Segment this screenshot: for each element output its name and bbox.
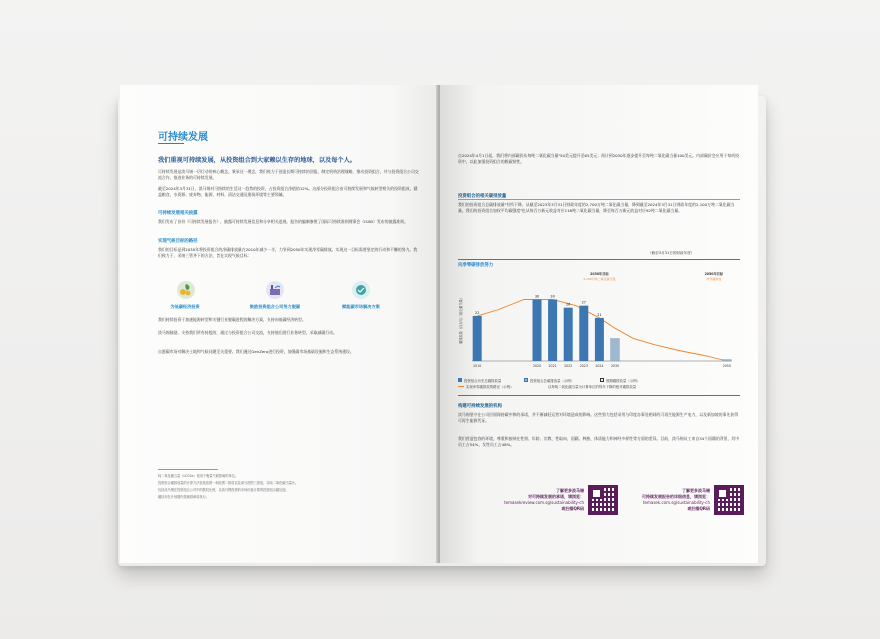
learn-more-2-sub: 可持续发展报告的详细信息，请浏览：: [642, 494, 710, 499]
chart-bottom-rule: [458, 395, 740, 396]
annotation-2030-value: 1,100万吨二氧化碳当量: [583, 277, 616, 281]
chart-note: （截至3月31日的财政年度）: [648, 251, 695, 255]
carbon-price-paragraph: 自2024年4月1日起，我们将内部碳价从每吨二氧化碳当量¹50美元提升至65美元；预计到2030年逐步提升至每吨二氧化碳当量100美元。内部碳价会应用于每项投资中，以此加强投资组合的脱碳韧性。: [458, 153, 739, 164]
tick-label-2030: 2030: [610, 364, 620, 368]
tick-label-2050: 2050: [722, 364, 731, 368]
encourage-paragraph: 淡马锡鼓励、支持我们所有持股的，通过与投资组合公司交流，支持他们进行业务转型，采取减碳行动。: [158, 330, 337, 335]
section-emissions-rule: [458, 199, 740, 200]
annotation-2050-target: 2050年目标: [704, 272, 724, 276]
legend-item-3: 预期碳排放量（示例）: [606, 379, 640, 383]
y-axis-label: 碳排放量（百万吨二氧化碳当量）: [459, 296, 463, 344]
legend-swatch-4: [458, 386, 464, 387]
legend-item-2: 投资组合总碳排放量（示例）: [530, 379, 575, 383]
learn-more-1-url[interactable]: temasekreview.com.sg/sustainability-ch: [504, 500, 584, 505]
tick-label-2022: 2022: [564, 364, 573, 368]
learn-more-2-title: 了解更多淡马锡: [682, 488, 710, 493]
legend-item-5: 以每吨二氧化碳当量为计算单位的每年下降的绝对碳排放量: [548, 385, 637, 389]
section-institution-heading: 构建可持续发展的机构: [458, 404, 502, 409]
investment-paragraph: 截至2024年3月31日，淡马锡对可持续的生活这一趋势的投资，占投资组合净值的12%。这部分投资组合由可持续发展和气候转型相关的投资组成，涵盖粮食、水资源、废弃物、能源、材料、清洁交通及建筑环境等主要领域。: [158, 186, 418, 197]
bar-2050: [722, 360, 731, 362]
bar-2023: [579, 306, 588, 361]
data-label-2022: 26: [566, 302, 571, 307]
learn-more-1-sub: 对可持续发展的承诺，请浏览：: [528, 494, 584, 499]
intro-paragraph: 可持续发展是淡马锡一切行动的核心概念。秉承这一理念，我们致力于创造长期可持续的回报，制定机构治理战略，推动投资组合，并与投资组合公司交流合作，推进业务的可持续发展。: [158, 169, 419, 180]
footnote-1: 吨二氧化碳当量（tCO2e）是用于衡量气候影响的单位。: [158, 474, 239, 478]
icon-label-2: 鼓励投资组合公司努力脱碳: [249, 304, 301, 309]
right-page: [440, 85, 758, 563]
learn-more-2-url[interactable]: temasek.com.sg/sustainability-ch: [642, 500, 710, 505]
tick-label-2010: 2010: [473, 364, 482, 368]
chart-top-rule: [458, 259, 740, 260]
section-disclosure-heading: 可持续发展相关披露: [158, 211, 198, 216]
disclosure-paragraph: 我们发布了首份《可持续发展报告》，披露可持续发展信息和分享相关进展。报告的编制参照了国际可持续准则理事会（ISSB）发布的披露准则。: [158, 219, 408, 224]
diversity-paragraph: 我们营造包容的环境，尊重和接纳在性别、年龄、宗教、性取向、国籍、种族、体质能力和神经多样性等方面的差异。目前，淡马锡员工来自34个国籍的背景，其中员工占54%，女性员工占48%。: [458, 436, 740, 447]
climate-paragraph: 我们的目标是到2030年将投资组合的净碳排放量在2010年减少一半，力争到2050年实现净零碳排放。实现这一目标需要坚定的行动和不懈的努力。我们致力于，采纳三管齐下的方法，旨在实现气候目标：: [158, 247, 418, 258]
chart-title: 向净零碳排放努力: [458, 263, 494, 268]
tick-label-2020: 2020: [532, 364, 542, 368]
data-label-2020: 30: [534, 294, 540, 299]
left-page: [120, 85, 438, 563]
legend-swatch-1: [458, 378, 462, 382]
lead-text: 我们重视可持续发展，从投资组合到大家赖以生存的地球，以及每个人。: [158, 157, 356, 164]
bar-2020: [533, 300, 542, 362]
legend-swatch-3: [600, 378, 604, 382]
legend-swatch-2: [524, 378, 528, 382]
learn-more-1-scan: 或扫描QR码: [561, 506, 584, 511]
data-label-2010: 22: [475, 310, 480, 315]
bar-2021: [548, 300, 557, 362]
tick-label-2021: 2021: [548, 364, 557, 368]
carbon-market-paragraph: 自愿碳市场对解决土地和气候问题至关重要。我们通过GenZero进行投资，加强碳市场基础设施和生态系统建设。: [158, 349, 354, 354]
market-solution-icon: [352, 281, 370, 299]
page-title: 可持续发展: [158, 132, 208, 143]
learn-more-1-title: 了解更多淡马锡: [556, 488, 584, 493]
section-climate-heading: 实现气候目标的路径: [158, 239, 198, 244]
bar-2024: [595, 318, 604, 361]
footnote-rule: [158, 469, 218, 470]
footnote-4: 碳信用在计划期内按减排承诺执行。: [158, 495, 209, 499]
invest-paragraph: 我们持续投资于加速能源转型和关键行业脱碳进程的解决方案，支持向低碳经济转型。: [158, 317, 306, 322]
tick-label-2024: 2024: [595, 364, 604, 368]
factory-chart-icon: [266, 281, 284, 299]
data-label-2024: 21: [597, 312, 602, 317]
institution-paragraph: 淡马锡坚守在公司层面保持碳中和的承诺，并不断减轻运营对环境造成的影响。这些努力包括采用与印度办事处相同的可再生能源生产电力，以及新加坡的事先获得可再生能源凭证。: [458, 412, 739, 423]
title-rule: [158, 143, 184, 144]
footnote-2: 投资组合碳排放量的计算方法包括范围一和范围二排放以及部分范围三排放，以吨二氧化碳当量计。: [158, 481, 299, 485]
icon-label-1: 为低碳经济投资: [170, 304, 200, 309]
bar-2010: [473, 316, 482, 361]
icon-label-3: 赋能碳市场解决方案: [342, 304, 380, 309]
qr-code-2[interactable]: [714, 485, 744, 515]
bar-2030: [611, 338, 620, 361]
section-emissions-heading: 投资组合的相关碳排放量: [458, 194, 507, 199]
emissions-chart: [458, 271, 740, 375]
legend-item-4: 实现净零碳排放的路径（示例）: [466, 385, 514, 389]
learn-more-2-scan: 或扫描QR码: [687, 506, 710, 511]
emissions-paragraph: 我们的投资组合总碳排放量²有所下降，从截至2023年3月31日财政年度的2,700万吨二氧化碳当量，降到截至2024年3月31日财政年度的2,100万吨二氧化碳当量。我们的投资组合加权平均碳强度³也从每百万新元收益对应116吨二氧化碳当量，降至每百万新元收益对应92吨二氧化碳当量。: [458, 202, 735, 213]
data-label-2021: 30: [550, 294, 555, 299]
legend-item-1: 投资组合历史总碳排放量: [464, 379, 502, 383]
footnote-3: 包括淡马锡在投资组合公司中的股权比例，以淡马锡投资的市场价值计算的投资组合碳足迹。: [158, 488, 289, 492]
tick-label-2023: 2023: [579, 364, 588, 368]
leaf-coins-icon: [177, 281, 195, 299]
annotation-2050-value: 净零碳排放: [706, 277, 722, 281]
bar-2022: [564, 308, 573, 361]
data-label-2023: 27: [581, 300, 586, 305]
annotation-2030-target: 2030年目标: [590, 272, 609, 276]
